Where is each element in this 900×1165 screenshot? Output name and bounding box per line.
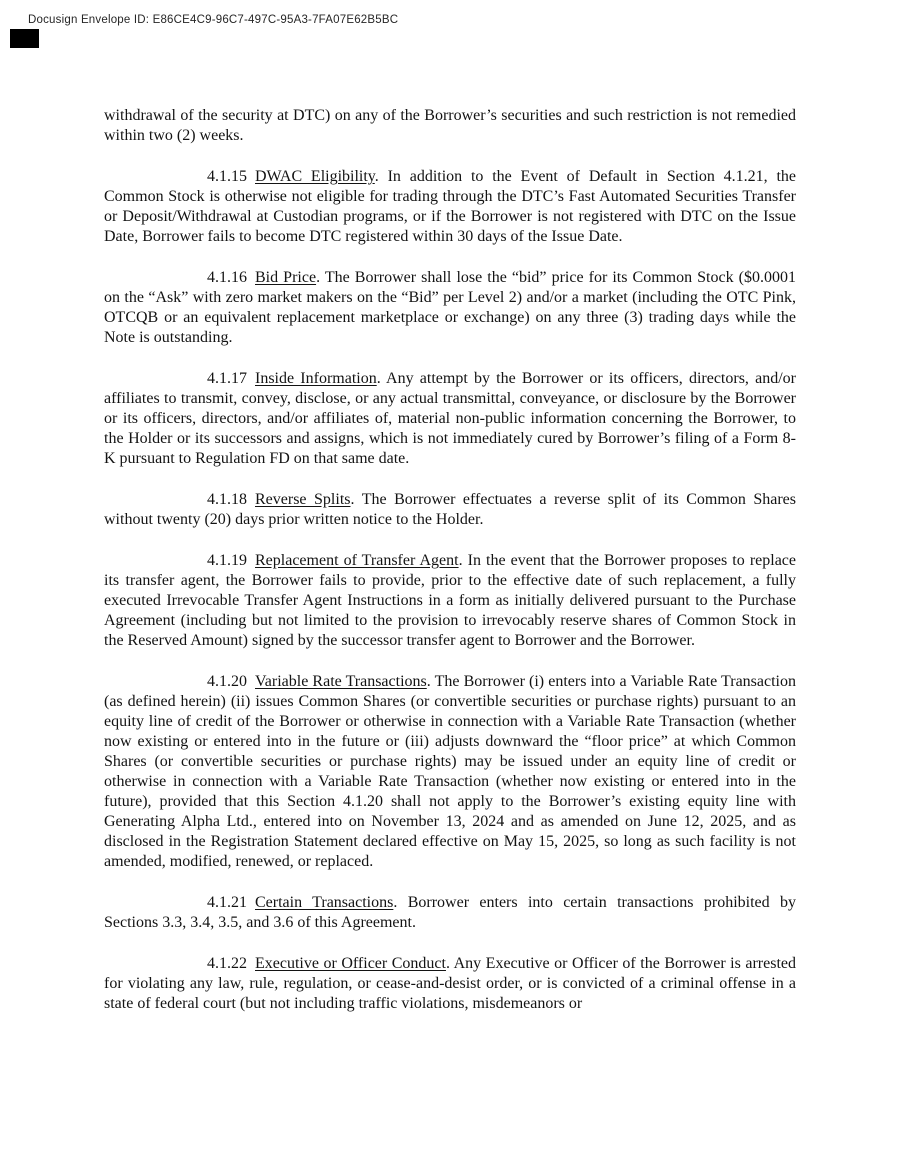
scan-artifact-black-box	[10, 29, 39, 48]
section-number: 4.1.21	[207, 894, 247, 911]
section-separator: .	[393, 894, 408, 911]
sections-container	[104, 167, 796, 1014]
section-body-text: Any Executive or Officer of the Borrower is arrested for violating any law, rule, regulation, or cease-and-desist order, or is convicted of a criminal offense in a state of federal court (but not including traffic violations, misdemeanors or	[104, 955, 796, 1012]
section-separator: .	[376, 370, 387, 387]
section-number: 4.1.17	[207, 370, 247, 387]
section-paragraph	[104, 167, 796, 247]
section-body-text: The Borrower (i) enters into a Variable Rate Transaction (as defined herein) (ii) issues Common Shares (or convertible securities or purchase rights) pursuant to an equity line of credit of the Borrower or otherwise in connection with a Variable Rate Transaction (whether now existing or entered into in the future or (iii) adjusts downward the “floor price” at which Common Shares (or convertible securities or purchase rights) may be issued under an equity line of credit or otherwise in connection with a Variable Rate Transaction (whether now existing or entered into in the future), provided that this Section 4.1.20 shall not apply to the Borrower’s existing equity line with Generating Alpha Ltd., entered into on November 13, 2024 and as amended on June 12, 2025, and as disclosed in the Registration Statement declared effective on May 15, 2025, so long as such facility is not amended, modified, renewed, or replaced.	[104, 673, 796, 870]
section-separator: .	[350, 491, 362, 508]
section-number: 4.1.20	[207, 673, 247, 690]
section-body-text: The Borrower shall lose the “bid” price for its Common Stock ($0.0001 on the “Ask” with zero market makers on the “Bid” per Level 2) and/or a market (including the OTC Pink, OTCQB or an equivalent replacement marketplace or exchange) on any three (3) trading days while the Note is outstanding.	[104, 269, 796, 346]
document-body	[104, 106, 796, 1035]
section-heading: Variable Rate Transactions	[255, 673, 427, 690]
section-body-text: In the event that the Borrower proposes to replace its transfer agent, the Borrower fails to provide, prior to the effective date of such replacement, a fully executed Irrevocable Transfer Agent Instructions in a form as initially delivered pursuant to the Purchase Agreement (including but not limited to the provision to irrevocably reserve shares of Common Stock in the Reserved Amount) signed by the successor transfer agent to Borrower and the Borrower.	[104, 552, 796, 649]
section-separator: .	[316, 269, 325, 286]
section-number: 4.1.19	[207, 552, 247, 569]
section-paragraph	[104, 893, 796, 933]
section-separator: .	[445, 955, 454, 972]
section-body-text: In addition to the Event of Default in Section 4.1.21, the Common Stock is otherwise not eligible for trading through the DTC’s Fast Automated Securities Transfer or Deposit/Withdrawal at Custodian programs, or if the Borrower is not registered with DTC on the Issue Date, Borrower fails to become DTC registered within 30 days of the Issue Date.	[104, 168, 796, 245]
section-heading: Replacement of Transfer Agent	[255, 552, 459, 569]
section-heading: DWAC Eligibility	[255, 168, 375, 185]
section-number: 4.1.16	[207, 269, 247, 286]
section-paragraph	[104, 672, 796, 872]
docusign-envelope-id: Docusign Envelope ID: E86CE4C9-96C7-497C-95A3-7FA07E62B5BC	[28, 14, 399, 26]
section-heading: Bid Price	[255, 269, 317, 286]
section-number: 4.1.15	[207, 168, 247, 185]
section-paragraph	[104, 268, 796, 348]
section-heading: Certain Transactions	[255, 894, 394, 911]
section-paragraph	[104, 954, 796, 1014]
section-heading: Reverse Splits	[255, 491, 351, 508]
continuation-paragraph: withdrawal of the security at DTC) on any of the Borrower’s securities and such restriction is not remedied within two (2) weeks.	[104, 107, 796, 144]
section-heading: Inside Information	[255, 370, 377, 387]
section-body-text: Any attempt by the Borrower or its officers, directors, and/or affiliates to transmit, convey, disclose, or any actual transmittal, conveyance, or disclosure by the Borrower or its officers, directors, and/or affiliates of, material non-public information concerning the Borrower, to the Holder or its successors and assigns, which is not immediately cured by Borrower’s filing of a Form 8-K pursuant to Regulation FD on that same date.	[104, 370, 796, 467]
section-separator: .	[374, 168, 388, 185]
section-heading: Executive or Officer Conduct	[255, 955, 446, 972]
section-body-text: The Borrower effectuates a reverse split of its Common Shares without twenty (20) days prior written notice to the Holder.	[104, 491, 796, 528]
section-paragraph	[104, 369, 796, 469]
section-number: 4.1.22	[207, 955, 247, 972]
section-number: 4.1.18	[207, 491, 247, 508]
section-separator: .	[426, 673, 435, 690]
section-paragraph	[104, 551, 796, 651]
section-paragraph	[104, 490, 796, 530]
section-body-text: Borrower enters into certain transactions prohibited by Sections 3.3, 3.4, 3.5, and 3.6 of this Agreement.	[104, 894, 796, 931]
section-separator: .	[458, 552, 468, 569]
